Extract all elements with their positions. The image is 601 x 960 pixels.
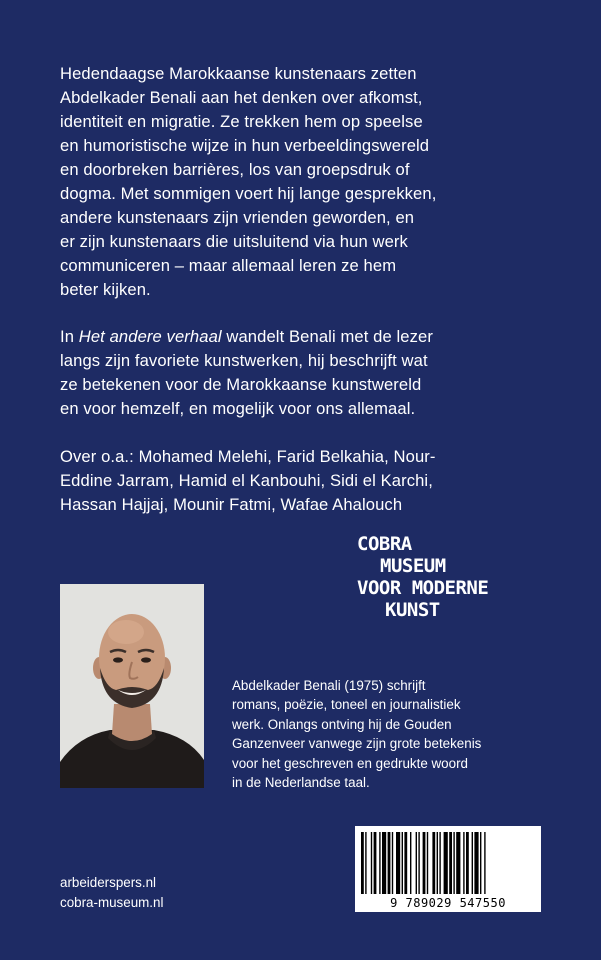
barcode-bar [388,832,391,894]
bio-line: Abdelkader Benali (1975) schrijft [232,678,426,693]
link-cobra-museum[interactable]: cobra-museum.nl [60,895,164,910]
blurb-line: Abdelkader Benali aan het denken over afkomst, [60,88,423,107]
barcode-bar [456,832,460,894]
barcode-bar [474,832,478,894]
publisher-links [60,873,163,913]
blurb-line: Hassan Hajjaj, Mounir Fatmi, Wafae Ahalouch [60,495,403,514]
barcode-bar [423,832,426,894]
barcode-bar [410,832,411,894]
bio-line: in de Nederlandse taal. [232,775,370,791]
blurb-line: en humoristische wijze in hun verbeeldingswereld [60,136,430,155]
bio-line: Ganzenveer vanwege zijn grote betekenis [232,736,482,752]
blurb-line: andere kunstenaars zijn vrienden geworden, en [60,208,415,227]
barcode-bar [484,832,485,894]
logo-line: COBRA [357,533,412,555]
author-photo [60,584,204,788]
blurb-line: langs zijn favoriete kunstwerken, hij beschrijft wat [60,351,428,370]
blurb-line: en doorbreken barrières, los van groepsdruk of [60,160,410,179]
blurb-line: Over o.a.: Mohamed Melehi, Farid Belkahia, Nour- [60,447,436,466]
blurb-prefix: In [60,327,79,346]
blurb-line: communiceren – maar allemaal leren ze hem [60,256,397,275]
logo-line: MUSEUM [380,555,446,577]
isbn-barcode [355,826,541,912]
barcode-bar [396,832,400,894]
barcode-bar [371,832,372,894]
blurb-title-line [60,325,540,349]
logo-line: VOOR MODERNE [357,577,489,599]
barcode-bar [392,832,393,894]
blurb-line: Eddine Jarram, Hamid el Kanbouhi, Sidi el Karchi, [60,471,433,490]
barcode-bar [463,832,464,894]
barcode-bar [379,832,380,894]
barcode-bar [382,832,386,894]
bio-line: voor het geschreven en gedrukte woord [232,755,468,771]
barcode-bar [374,832,377,894]
blurb-line: er zijn kunstenaars die uitsluitend via hun werk [60,232,408,251]
bio-line: werk. Onlangs ontving hij de Gouden [232,716,452,732]
link-arbeiderspers[interactable]: arbeiderspers.nl [60,875,157,890]
blurb-line: en voor hemzelf, en mogelijk voor ons allemaal. [60,399,416,418]
barcode-bar [444,832,448,894]
logo-line: KUNST [385,599,440,621]
back-cover-blurb [60,62,540,517]
bio-line: romans, poëzie, toneel en journalistiek [232,697,461,713]
barcode-bar [472,832,473,894]
blurb-line: beter kijken. [60,280,151,299]
blurb-line: identiteit en migratie. Ze trekken hem op speelse [60,112,423,131]
blurb-line: Hedendaagse Marokkaanse kunstenaars zetten [60,64,417,83]
isbn-number: 9 789029 547550 [390,896,506,910]
barcode-bars [355,826,541,896]
barcode-bar [418,832,419,894]
barcode-bar [437,832,438,894]
barcode-bar [449,832,452,894]
blurb-line: ze betekenen voor de Marokkaanse kunstwereld [60,375,422,394]
cobra-museum-logo [357,533,488,621]
barcode-bar [480,832,481,894]
barcode-bar [439,832,440,894]
barcode-bar [402,832,403,894]
barcode-bar [427,832,428,894]
blurb-rest: wandelt Benali met de lezer [221,327,433,346]
author-bio [232,676,552,792]
barcode-bar [416,832,417,894]
blurb-line: dogma. Met sommigen voert hij lange gesprekken, [60,184,437,203]
book-title: Het andere verhaal [78,327,222,346]
barcode-bar [466,832,469,894]
barcode-bar [361,832,364,894]
barcode-bar [432,832,435,894]
barcode-bar [453,832,454,894]
barcode-bar [365,832,366,894]
barcode-bar [404,832,407,894]
